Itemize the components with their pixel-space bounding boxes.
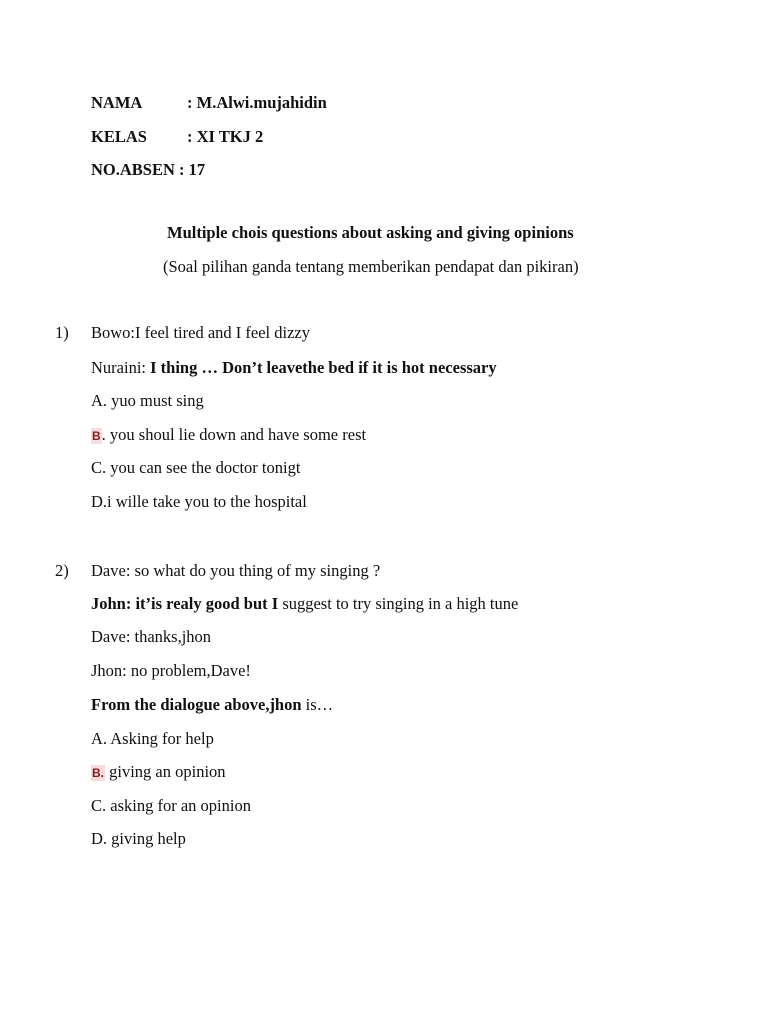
q1-line1: Bowo:I feel tired and I feel dizzy <box>91 323 310 342</box>
document-subtitle: (Soal pilihan ganda tentang memberikan pendapat dan pikiran) <box>163 257 579 276</box>
q2-line4: Jhon: no problem,Dave! <box>91 661 251 680</box>
q2-option-c: C. asking for an opinion <box>91 796 251 815</box>
speaker: Nuraini: <box>91 358 151 377</box>
q1-option-a: A. yuo must sing <box>91 391 204 410</box>
q2-line3: Dave: thanks,jhon <box>91 627 212 646</box>
dialogue-bold: I thing … Don’t leavethe bed if it is hot necessary <box>150 358 497 377</box>
option-text: giving an opinion <box>105 762 226 781</box>
q1-option-d: D.i wille take you to the hospital <box>91 492 307 511</box>
q2-line1: Dave: so what do you thing of my singing ? <box>91 561 381 580</box>
class-value: : XI TKJ 2 <box>187 127 264 146</box>
q2-question <box>91 695 333 715</box>
q2-option-b <box>91 762 226 783</box>
option-text: . you shoul lie down and have some rest <box>101 425 367 444</box>
q2-line2 <box>91 594 518 614</box>
dialogue-normal: suggest to try singing in a high tune <box>278 594 519 613</box>
absen-value: : 17 <box>174 160 206 179</box>
q2-option-d: D. giving help <box>91 829 186 848</box>
answer-marker: B <box>92 429 101 443</box>
class-row <box>91 127 263 147</box>
name-value: : M.Alwi.mujahidin <box>187 93 327 112</box>
question-bold: From the dialogue above,jhon <box>91 695 302 714</box>
absen-label: NO.ABSEN <box>91 160 175 179</box>
question-normal: is… <box>301 695 334 714</box>
q1-option-b <box>91 425 366 446</box>
class-label: KELAS <box>91 127 147 146</box>
q1-option-c: C. you can see the doctor tonigt <box>91 458 301 477</box>
name-label: NAMA <box>91 93 143 112</box>
document-title: Multiple chois questions about asking and giving opinions <box>167 223 574 242</box>
q2-number: 2) <box>55 561 69 580</box>
answer-marker: B. <box>92 766 104 780</box>
dialogue-bold: John: it’is realy good but I <box>91 594 279 613</box>
q1-number: 1) <box>55 323 69 342</box>
name-row <box>91 93 327 113</box>
absen-row <box>91 160 205 180</box>
q1-line2 <box>91 358 497 378</box>
q2-option-a: A. Asking for help <box>91 729 214 748</box>
